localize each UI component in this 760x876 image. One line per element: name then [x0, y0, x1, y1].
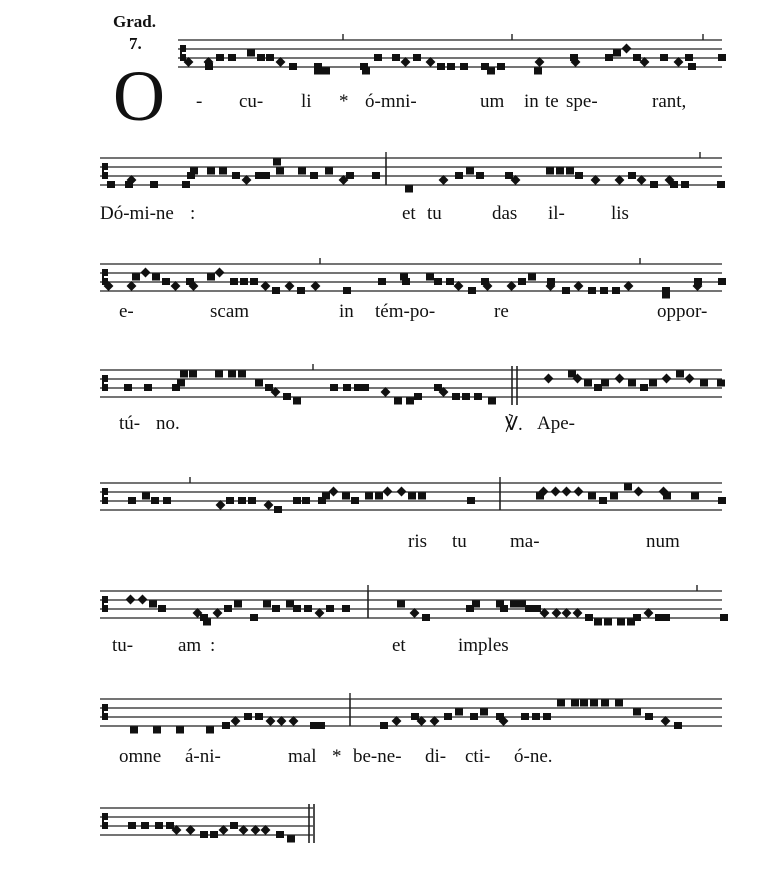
punctum-note: [532, 713, 540, 720]
punctum-note: [166, 822, 174, 829]
punctum-note: [521, 713, 529, 720]
rhombus-note: [215, 268, 225, 278]
punctum-note: [162, 278, 170, 285]
punctum-note: [525, 605, 533, 612]
punctum-note: [362, 68, 370, 75]
lyric-punctuation: :: [190, 203, 196, 224]
rhombus-note: [574, 487, 584, 497]
punctum-note: [472, 601, 480, 608]
punctum-note: [604, 619, 612, 626]
punctum-note: [107, 181, 115, 188]
punctum-note: [466, 168, 474, 175]
punctum-note: [422, 614, 430, 621]
rhombus-note: [544, 374, 554, 384]
piece-label: Grad.: [113, 12, 156, 31]
lyric-syllable: in: [524, 91, 539, 112]
lyric-syllable: tu: [427, 203, 442, 224]
punctum-note: [444, 713, 452, 720]
punctum-note: [655, 614, 663, 621]
rhombus-note: [329, 487, 339, 497]
punctum-note: [342, 493, 350, 500]
lyric-syllable: Ape-: [537, 413, 575, 434]
punctum-note: [158, 605, 166, 612]
punctum-note: [474, 393, 482, 400]
punctum-note: [580, 700, 588, 707]
punctum-note: [144, 384, 152, 391]
punctum-note: [460, 63, 468, 70]
punctum-note: [176, 727, 184, 734]
lyric-syllable: Dó-mi-ne: [100, 203, 174, 224]
punctum-note: [584, 380, 592, 387]
punctum-note: [152, 274, 160, 281]
punctum-note: [650, 181, 658, 188]
punctum-note: [670, 181, 678, 188]
punctum-note: [590, 700, 598, 707]
lyric-syllable: no.: [156, 413, 180, 434]
rhombus-note: [141, 268, 151, 278]
punctum-note: [163, 497, 171, 504]
punctum-note: [543, 713, 551, 720]
punctum-note: [380, 722, 388, 729]
punctum-note: [660, 54, 668, 61]
asterisk-mark: *: [332, 746, 342, 767]
c-clef-stem: [102, 813, 104, 829]
punctum-note: [645, 713, 653, 720]
c-clef-stem: [102, 704, 104, 720]
lyric-syllable: li: [301, 91, 312, 112]
initial-letter: O: [113, 56, 165, 136]
punctum-note: [150, 181, 158, 188]
punctum-note: [228, 54, 236, 61]
punctum-note: [216, 54, 224, 61]
lyric-syllable: di-: [425, 746, 447, 767]
lyric-syllable: mal: [288, 746, 317, 767]
punctum-note: [276, 168, 284, 175]
c-clef-stem: [102, 269, 104, 285]
punctum-note: [240, 278, 248, 285]
punctum-note: [562, 287, 570, 294]
punctum-note: [128, 497, 136, 504]
punctum-note: [287, 836, 295, 843]
punctum-note: [293, 398, 301, 405]
punctum-note: [361, 384, 369, 391]
punctum-note: [408, 493, 416, 500]
punctum-note: [624, 484, 632, 491]
punctum-note: [534, 68, 542, 75]
punctum-note: [446, 278, 454, 285]
punctum-note: [600, 287, 608, 294]
punctum-note: [226, 497, 234, 504]
punctum-note: [297, 287, 305, 294]
rhombus-note: [126, 595, 136, 605]
punctum-note: [663, 493, 671, 500]
lyric-syllable: -: [196, 91, 203, 112]
punctum-note: [676, 371, 684, 378]
punctum-note: [546, 168, 554, 175]
lyric-syllable: te: [545, 91, 559, 112]
punctum-note: [132, 274, 140, 281]
lyric-syllable: scam: [210, 301, 250, 322]
punctum-note: [293, 497, 301, 504]
lyric-syllable: re: [494, 301, 509, 322]
lyric-syllable: cu-: [239, 91, 264, 112]
punctum-note: [250, 278, 258, 285]
punctum-note: [255, 713, 263, 720]
punctum-note: [255, 380, 263, 387]
lyric-syllable: tém-po-: [375, 301, 436, 322]
punctum-note: [640, 384, 648, 391]
punctum-note: [232, 172, 240, 179]
punctum-note: [200, 831, 208, 838]
punctum-note: [304, 605, 312, 612]
punctum-note: [238, 497, 246, 504]
punctum-note: [397, 601, 405, 608]
punctum-note: [718, 497, 726, 504]
rhombus-note: [615, 374, 625, 384]
versicle-sign: ℣.: [505, 414, 523, 435]
asterisk-mark: *: [339, 91, 349, 112]
punctum-note: [346, 172, 354, 179]
rhombus-note: [662, 374, 672, 384]
punctum-note: [257, 54, 265, 61]
punctum-note: [566, 168, 574, 175]
punctum-note: [203, 619, 211, 626]
punctum-note: [263, 601, 271, 608]
lyric-syllable: tu: [452, 531, 467, 552]
punctum-note: [222, 722, 230, 729]
punctum-note: [455, 172, 463, 179]
punctum-note: [717, 181, 725, 188]
punctum-note: [322, 493, 330, 500]
lyric-syllable: rant,: [652, 91, 687, 112]
punctum-note: [310, 722, 318, 729]
punctum-note: [244, 713, 252, 720]
punctum-note: [628, 380, 636, 387]
lyric-syllable: ma-: [510, 531, 540, 552]
lyric-syllable: et: [402, 203, 416, 224]
punctum-note: [224, 605, 232, 612]
punctum-note: [230, 822, 238, 829]
punctum-note: [575, 172, 583, 179]
punctum-note: [480, 709, 488, 716]
lyric-syllable: á-ni-: [185, 746, 221, 767]
punctum-note: [605, 54, 613, 61]
punctum-note: [649, 380, 657, 387]
punctum-note: [674, 722, 682, 729]
lyric-syllable: ó-ne.: [514, 746, 553, 767]
punctum-note: [177, 380, 185, 387]
punctum-note: [588, 287, 596, 294]
punctum-note: [190, 168, 198, 175]
punctum-note: [394, 398, 402, 405]
punctum-note: [467, 497, 475, 504]
punctum-note: [250, 614, 258, 621]
punctum-note: [283, 393, 291, 400]
punctum-note: [500, 605, 508, 612]
punctum-note: [289, 63, 297, 70]
punctum-note: [330, 384, 338, 391]
rhombus-note: [562, 487, 572, 497]
punctum-note: [274, 506, 282, 513]
punctum-note: [505, 172, 513, 179]
punctum-note: [317, 722, 325, 729]
lyric-syllable: be-ne-: [353, 746, 402, 767]
punctum-note: [298, 168, 306, 175]
punctum-note: [378, 278, 386, 285]
punctum-note: [124, 384, 132, 391]
punctum-note: [180, 371, 188, 378]
punctum-note: [633, 54, 641, 61]
punctum-note: [662, 614, 670, 621]
punctum-note: [128, 822, 136, 829]
punctum-note: [372, 172, 380, 179]
punctum-note: [405, 186, 413, 193]
punctum-note: [615, 700, 623, 707]
punctum-note: [302, 497, 310, 504]
rhombus-note: [622, 44, 632, 54]
punctum-note: [613, 50, 621, 57]
punctum-note: [151, 497, 159, 504]
punctum-note: [462, 393, 470, 400]
punctum-note: [487, 68, 495, 75]
punctum-note: [628, 172, 636, 179]
punctum-note: [234, 601, 242, 608]
punctum-note: [182, 181, 190, 188]
punctum-note: [617, 619, 625, 626]
punctum-note: [272, 605, 280, 612]
punctum-note: [228, 371, 236, 378]
punctum-note: [365, 493, 373, 500]
punctum-note: [685, 54, 693, 61]
punctum-note: [210, 831, 218, 838]
punctum-note: [601, 700, 609, 707]
punctum-note: [354, 384, 362, 391]
punctum-note: [718, 54, 726, 61]
punctum-note: [599, 497, 607, 504]
lyric-syllable: imples: [458, 635, 509, 656]
c-clef-stem: [102, 375, 104, 391]
punctum-note: [455, 709, 463, 716]
punctum-note: [276, 831, 284, 838]
punctum-note: [255, 172, 263, 179]
punctum-note: [273, 159, 281, 166]
punctum-note: [633, 614, 641, 621]
punctum-note: [272, 287, 280, 294]
punctum-note: [141, 822, 149, 829]
punctum-note: [238, 371, 246, 378]
punctum-note: [392, 54, 400, 61]
punctum-note: [518, 278, 526, 285]
punctum-note: [528, 274, 536, 281]
punctum-note: [700, 380, 708, 387]
punctum-note: [437, 63, 445, 70]
punctum-note: [557, 700, 565, 707]
lyric-syllable: il-: [548, 203, 565, 224]
punctum-note: [207, 274, 215, 281]
punctum-note: [411, 713, 419, 720]
punctum-note: [718, 278, 726, 285]
punctum-note: [219, 168, 227, 175]
lyric-syllable: um: [480, 91, 505, 112]
rhombus-note: [383, 487, 393, 497]
punctum-note: [594, 619, 602, 626]
punctum-note: [418, 493, 426, 500]
lyric-syllable: cti-: [465, 746, 491, 767]
punctum-note: [343, 384, 351, 391]
punctum-note: [207, 168, 215, 175]
punctum-note: [681, 181, 689, 188]
punctum-note: [149, 601, 157, 608]
punctum-note: [189, 371, 197, 378]
c-clef-stem: [102, 488, 104, 504]
rhombus-note: [138, 595, 148, 605]
lyric-punctuation: :: [210, 635, 216, 656]
lyric-syllable: ris: [408, 531, 427, 552]
c-clef-stem: [180, 45, 182, 61]
punctum-note: [215, 371, 223, 378]
punctum-note: [326, 605, 334, 612]
punctum-note: [470, 713, 478, 720]
punctum-note: [594, 384, 602, 391]
punctum-note: [310, 172, 318, 179]
punctum-note: [262, 172, 270, 179]
lyric-syllable: lis: [611, 203, 629, 224]
punctum-note: [434, 278, 442, 285]
punctum-note: [571, 700, 579, 707]
lyric-syllable: ó-mni-: [365, 91, 417, 112]
punctum-note: [342, 605, 350, 612]
punctum-note: [314, 68, 322, 75]
c-clef-stem: [102, 596, 104, 612]
punctum-note: [247, 50, 255, 57]
rhombus-note: [397, 487, 407, 497]
punctum-note: [343, 287, 351, 294]
punctum-note: [293, 605, 301, 612]
punctum-note: [130, 727, 138, 734]
punctum-note: [351, 497, 359, 504]
lyric-syllable: in: [339, 301, 354, 322]
punctum-note: [322, 68, 330, 75]
lyric-syllable: oppor-: [657, 301, 708, 322]
punctum-note: [153, 727, 161, 734]
punctum-note: [230, 278, 238, 285]
punctum-note: [612, 287, 620, 294]
punctum-note: [588, 493, 596, 500]
punctum-note: [452, 393, 460, 400]
punctum-note: [510, 601, 518, 608]
lyric-syllable: spe-: [566, 91, 598, 112]
rhombus-note: [685, 374, 695, 384]
punctum-note: [248, 497, 256, 504]
punctum-note: [518, 601, 526, 608]
lyric-syllable: et: [392, 635, 406, 656]
punctum-note: [476, 172, 484, 179]
punctum-note: [720, 614, 728, 621]
punctum-note: [325, 168, 333, 175]
punctum-note: [662, 292, 670, 299]
punctum-note: [488, 398, 496, 405]
punctum-note: [374, 54, 382, 61]
c-clef-stem: [102, 163, 104, 179]
punctum-note: [533, 605, 541, 612]
lyric-syllable: e-: [119, 301, 134, 322]
punctum-note: [413, 54, 421, 61]
mode-number: 7.: [129, 34, 142, 53]
punctum-note: [414, 393, 422, 400]
punctum-note: [468, 287, 476, 294]
punctum-note: [447, 63, 455, 70]
lyric-syllable: am: [178, 635, 202, 656]
punctum-note: [406, 398, 414, 405]
rhombus-note: [551, 487, 561, 497]
lyric-syllable: tú-: [119, 413, 141, 434]
punctum-note: [375, 493, 383, 500]
punctum-note: [688, 63, 696, 70]
punctum-note: [155, 822, 163, 829]
punctum-note: [266, 54, 274, 61]
lyric-syllable: tu-: [112, 635, 134, 656]
punctum-note: [691, 493, 699, 500]
punctum-note: [142, 493, 150, 500]
punctum-note: [265, 384, 273, 391]
punctum-note: [402, 278, 410, 285]
lyric-syllable: num: [646, 531, 680, 552]
punctum-note: [610, 493, 618, 500]
punctum-note: [286, 601, 294, 608]
punctum-note: [556, 168, 564, 175]
lyric-syllable: das: [492, 203, 518, 224]
punctum-note: [601, 380, 609, 387]
punctum-note: [717, 380, 725, 387]
lyric-syllable: omne: [119, 746, 162, 767]
punctum-note: [206, 727, 214, 734]
punctum-note: [426, 274, 434, 281]
punctum-note: [497, 63, 505, 70]
rhombus-note: [634, 487, 644, 497]
punctum-note: [585, 614, 593, 621]
punctum-note: [633, 709, 641, 716]
